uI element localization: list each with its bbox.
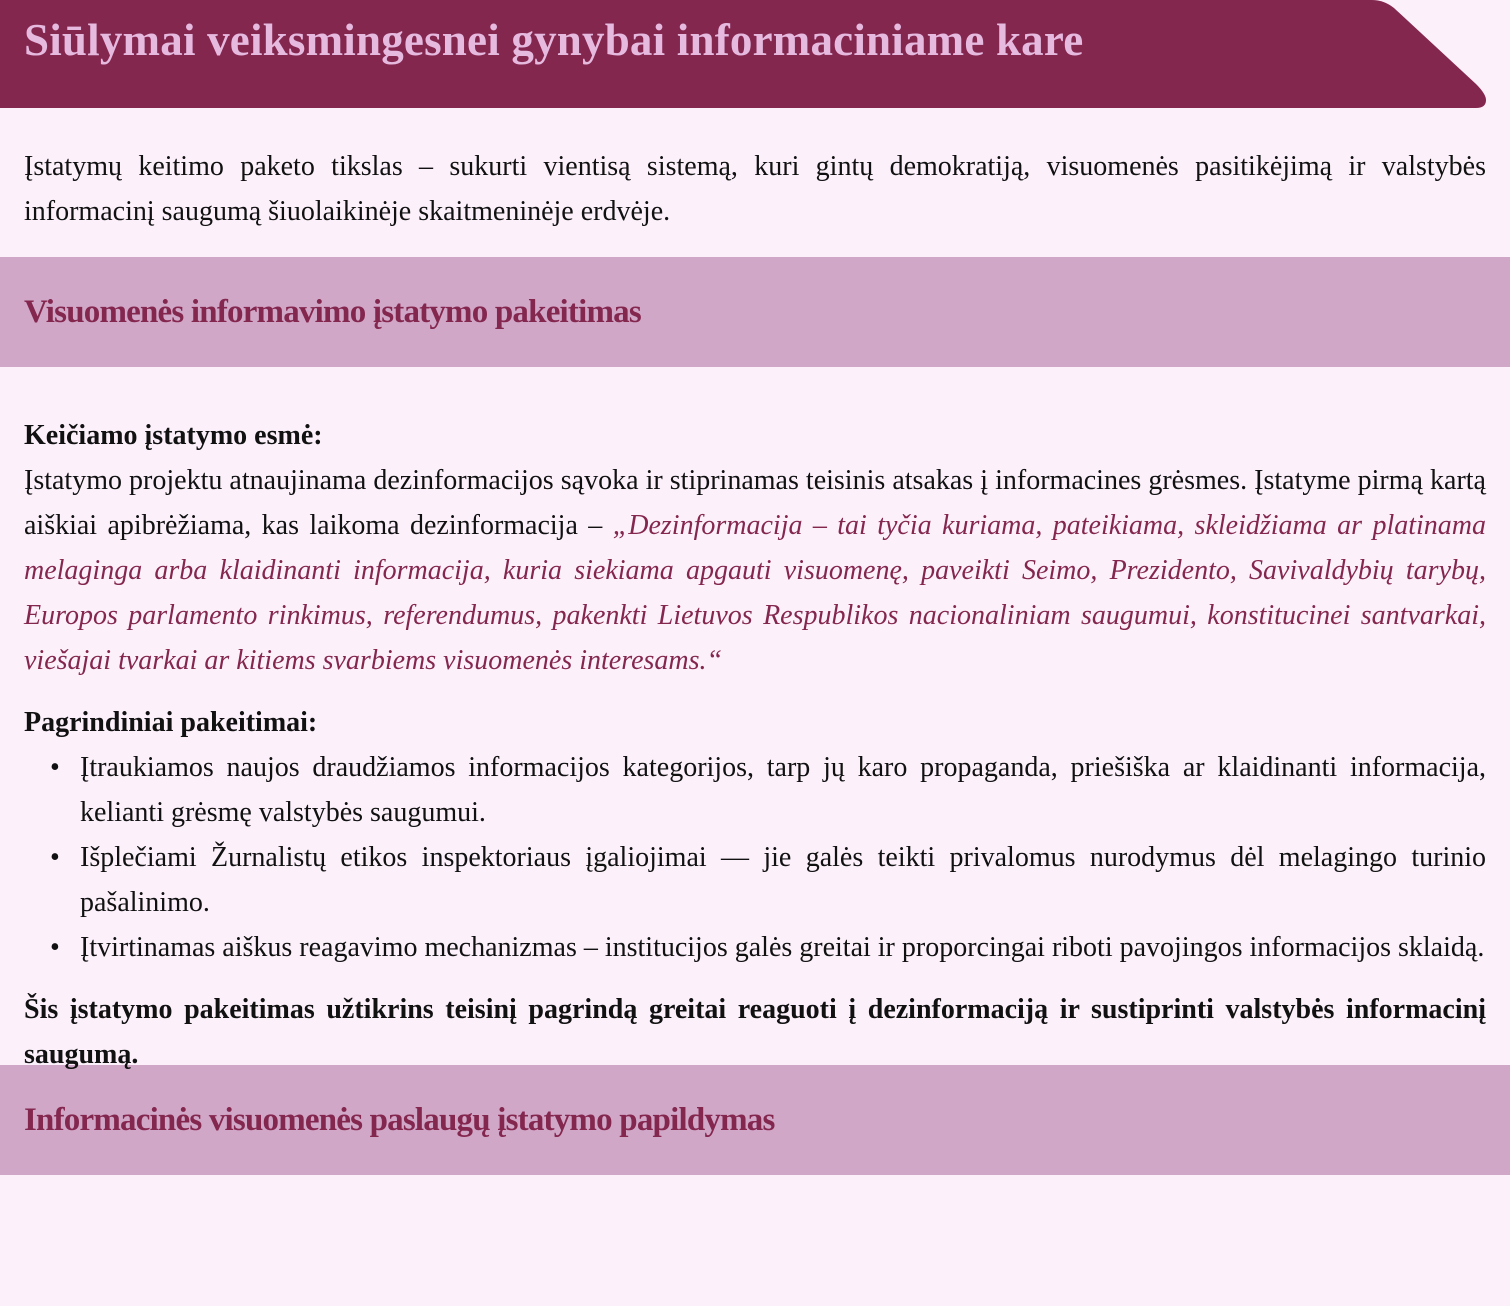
list-item: • Išplečiami Žurnalistų etikos inspektoriaus įgaliojimai — jie galės teikti privalomus nurodymus dėl melagingo turinio pašalinimo. [80,835,1486,925]
section-header-1 [0,257,1510,367]
definition-quote: „Dezinformacija – tai tyčia kuriama, pateikiama, skleidžiama ar platinama melaginga arba klaidinanti informacija, kuria siekiama apgauti visuomenę, paveikti Seimo, Prezidento, Savivaldybių tarybų, Europos parlamento rinkimus, referendumus, pakenkti Lietuvos Respublikos nacionaliniam saugumui, konstitucinei santvarkai, viešajai tvarkai ar kitiems svarbiems visuomenės interesams.“ [24,510,1487,676]
page-title: Siūlymai veiksmingesnei gynybai informaciniame kare [24,15,1084,65]
list-item: • Įtvirtinamas aiškus reagavimo mechanizmas – institucijos galės greitai ir proporcingai riboti pavojingos informacijos sklaidą. [80,925,1486,970]
essence-text: Įstatymo projektu atnaujinama dezinformacijos sąvoka ir stiprinamas teisinis atsakas į informacines grėsmes. Įstatyme pirmą kartą aiškiai apibrėžiama, kas laikoma dezinformacija – [24,465,1486,541]
section-heading-2: Informacinės visuomenės paslaugų įstatymo papildymas [24,1101,775,1138]
intro-paragraph: Įstatymų keitimo paketo tikslas – sukurti vientisą sistemą, kuri gintų demokratiją, visuomenės pasitikėjimą ir valstybės informacinį saugumą šiuolaikinėje skaitmeninėje erdvėje. [24,151,1486,227]
section-heading-1: Visuomenės informavimo įstatymo pakeitimas [24,293,641,330]
changes-label: Pagrindiniai pakeitimai: [24,707,318,738]
section-header-2 [0,1065,1510,1175]
essence-paragraph [24,458,1486,683]
conclusion-paragraph: Šis įstatymo pakeitimas užtikrins teisinį pagrindą greitai reaguoti į dezinformaciją ir sustiprinti valstybės informacinį saugumą. [24,994,1486,1070]
list-item: • Įtraukiamos naujos draudžiamos informacijos kategorijos, tarp jų karo propaganda, priešiška ar klaidinanti informacija, kelianti grėsmę valstybės saugumui. [80,745,1486,835]
changes-list [24,745,1486,970]
title-banner [0,0,1510,108]
section-body-1 [0,367,1510,1070]
essence-label: Keičiamo įstatymo esmė: [24,420,323,451]
